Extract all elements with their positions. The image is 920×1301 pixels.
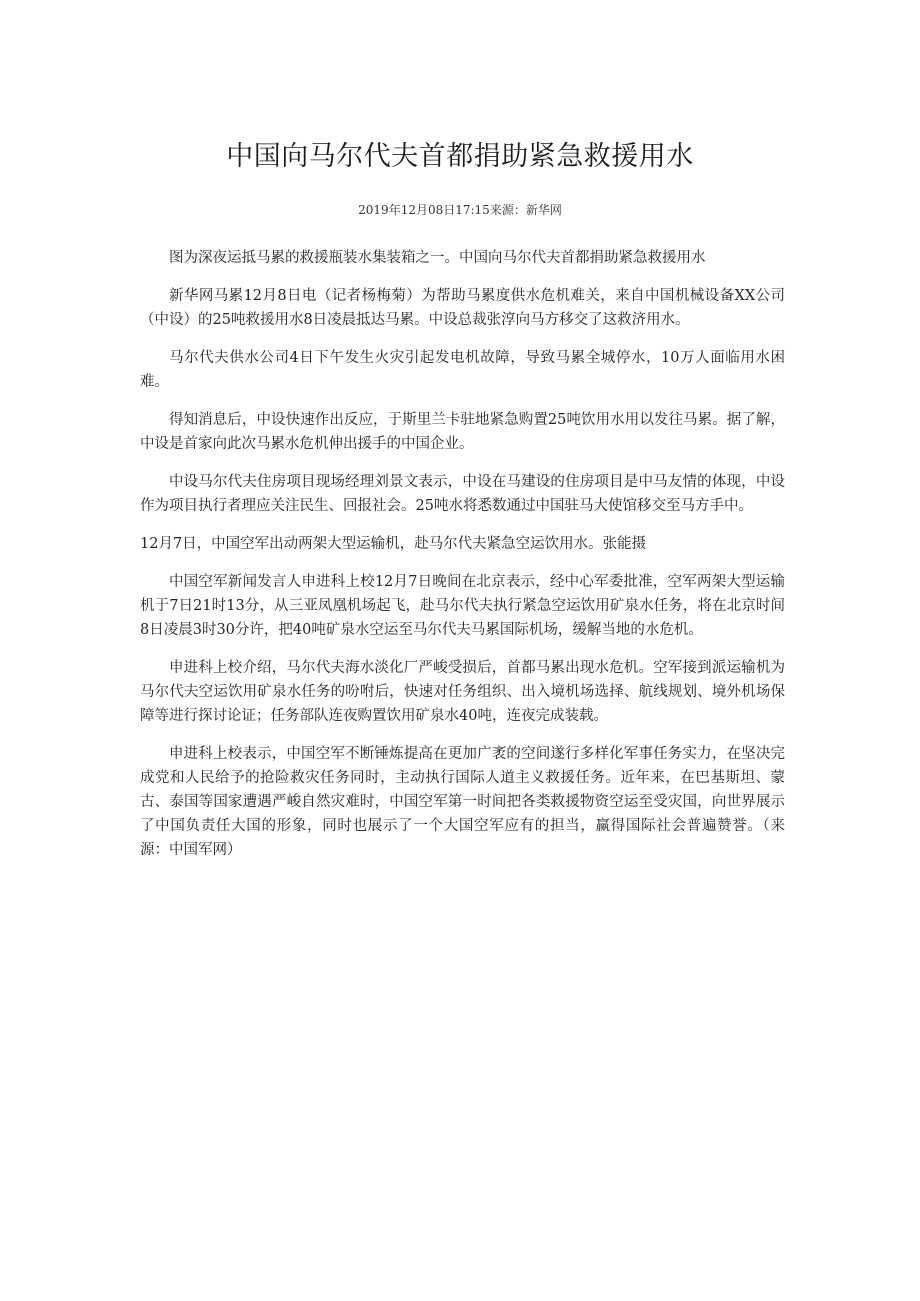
paragraph-photo-caption-1: 图为深夜运抵马累的救援瓶装水集装箱之一。中国向马尔代夫首都捐助紧急救援用水 xyxy=(169,250,706,266)
paragraph: 得知消息后，中设快速作出反应，于斯里兰卡驻地紧急购置25吨饮用水用以发往马累。据了解，中设是首家向此次马累水危机伸出援手的中国企业。 xyxy=(140,412,785,452)
paragraph: 中设马尔代夫住房项目现场经理刘景文表示，中设在马建设的住房项目是中马友情的体现，中设作为项目执行者理应关注民生、回报社会。25吨水将悉数通过中国驻马大使馆移交至马方手中。 xyxy=(140,474,785,514)
paragraph: 马尔代夫供水公司4日下午发生火灾引起发电机故障，导致马累全城停水，10万人面临用水困难。 xyxy=(140,350,785,390)
article-body xyxy=(140,246,785,876)
paragraph: 申进科上校表示，中国空军不断锤炼提高在更加广袤的空间遂行多样化军事任务实力，在坚决完成党和人民给予的抢险救灾任务同时，主动执行国际人道主义救援任务。近年来，在巴基斯坦、蒙古、泰国等国家遭遇严峻自然灾难时，中国空军第一时间把各类救援物资空运至受灾国，向世界展示了中国负责任大国的形象，同时也展示了一个大国空军应有的担当，赢得国际社会普遍赞誉。（来源：中国军网） xyxy=(140,746,785,858)
article-title: 中国向马尔代夫首都捐助紧急救援用水 xyxy=(226,141,694,172)
paragraph: 申进科上校介绍，马尔代夫海水淡化厂严峻受损后，首都马累出现水危机。空军接到派运输机为马尔代夫空运饮用矿泉水任务的吩咐后，快速对任务组织、出入境机场选择、航线规划、境外机场保障等进行探讨论证；任务部队连夜购置饮用矿泉水40吨，连夜完成装载。 xyxy=(140,660,785,724)
article-meta: 2019年12月08日17:15来源：新华网 xyxy=(358,203,562,217)
paragraph: 中国空军新闻发言人申进科上校12月7日晚间在北京表示，经中心军委批准，空军两架大型运输机于7日21时13分，从三亚凤凰机场起飞，赴马尔代夫执行紧急空运饮用矿泉水任务，将在北京时间8日凌晨3时30分许，把40吨矿泉水空运至马尔代夫马累国际机场，缓解当地的水危机。 xyxy=(140,574,785,638)
paragraph: 新华网马累12月8日电（记者杨梅菊）为帮助马累度供水危机难关，来自中国机械设备XX公司（中设）的25吨救援用水8日凌晨抵达马累。中设总裁张淳向马方移交了这救济用水。 xyxy=(140,288,785,328)
paragraph-photo-caption-2: 12月7日，中国空军出动两架大型运输机，赴马尔代夫紧急空运饮用水。张能摄 xyxy=(140,536,647,552)
